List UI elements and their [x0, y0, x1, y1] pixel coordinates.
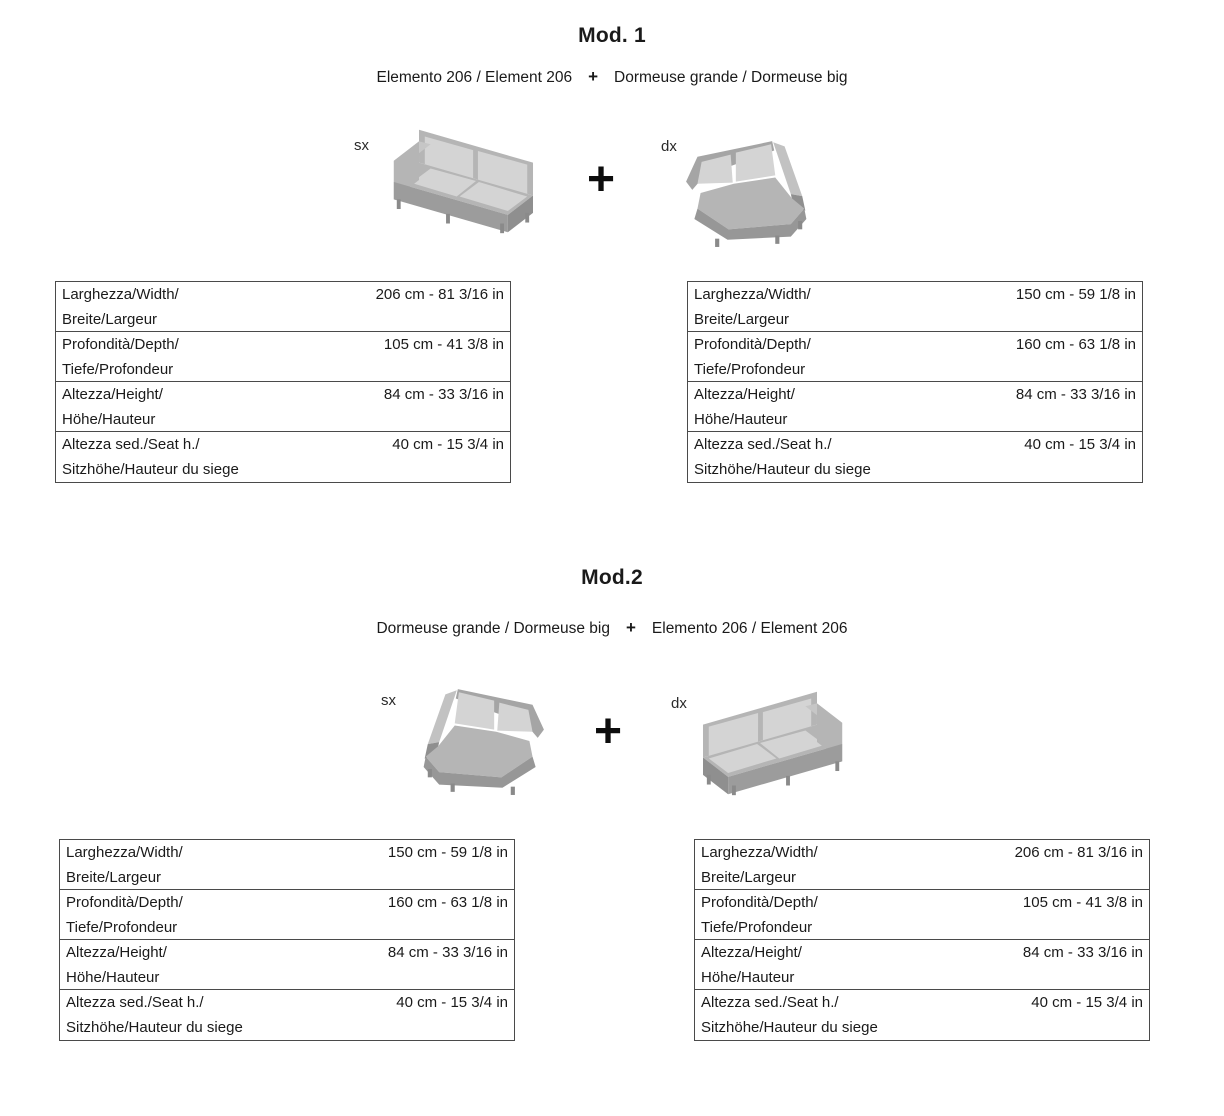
spec-row-depth — [695, 890, 1149, 940]
spec-row-depth — [60, 890, 514, 940]
spec-label-secondary: Tiefe/Profondeur — [694, 360, 806, 378]
spec-row-height — [695, 940, 1149, 990]
spec-value: 206 cm - 81 3/16 in — [1014, 844, 1143, 861]
spec-value: 160 cm - 63 1/8 in — [387, 894, 508, 911]
combo-left-name: Elemento 206 / Element 206 — [376, 69, 573, 86]
module-2-title: Mod.2 — [581, 566, 643, 589]
spec-label-secondary: Höhe/Hauteur — [62, 410, 156, 428]
spec-row-seat-height — [60, 990, 514, 1040]
spec-label-secondary: Höhe/Hauteur — [66, 968, 160, 986]
combo-plus-sign: + — [625, 618, 636, 637]
spec-label-secondary: Höhe/Hauteur — [701, 968, 795, 986]
module-2-plus-icon: + — [593, 705, 623, 758]
module-1-right-spec-table — [687, 281, 1143, 483]
combo-plus-sign: + — [588, 67, 599, 86]
dormeuse-illustration — [406, 684, 546, 796]
spec-label-primary: Larghezza/Width/ — [62, 286, 179, 303]
spec-label-primary: Profondità/Depth/ — [701, 894, 818, 911]
combo-right-name: Dormeuse grande / Dormeuse big — [614, 69, 848, 86]
spec-value: 160 cm - 63 1/8 in — [1015, 336, 1136, 353]
module-1-dx-label: dx — [661, 138, 677, 155]
spec-label-secondary: Sitzhöhe/Hauteur du siege — [694, 460, 871, 478]
spec-label-secondary: Breite/Largeur — [701, 868, 797, 886]
spec-row-width — [695, 840, 1149, 890]
spec-value: 206 cm - 81 3/16 in — [375, 286, 504, 303]
spec-label-primary: Altezza sed./Seat h./ — [694, 436, 832, 453]
module-1-title: Mod. 1 — [578, 24, 646, 47]
spec-row-height — [688, 382, 1142, 432]
spec-value: 84 cm - 33 3/16 in — [383, 386, 504, 403]
spec-label-primary: Altezza/Height/ — [62, 386, 163, 403]
spec-label-primary: Larghezza/Width/ — [701, 844, 818, 861]
spec-label-secondary: Tiefe/Profondeur — [701, 918, 813, 936]
module-2-left-spec-table — [59, 839, 515, 1041]
spec-label-secondary: Breite/Largeur — [66, 868, 162, 886]
spec-label-primary: Altezza/Height/ — [694, 386, 795, 403]
spec-row-height — [56, 382, 510, 432]
module-2-combo — [0, 618, 1224, 638]
spec-row-depth — [688, 332, 1142, 382]
spec-row-width — [688, 282, 1142, 332]
spec-label-primary: Profondità/Depth/ — [66, 894, 183, 911]
combo-left-name: Dormeuse grande / Dormeuse big — [376, 620, 610, 637]
spec-value: 150 cm - 59 1/8 in — [1015, 286, 1136, 303]
spec-row-width — [56, 282, 510, 332]
spec-label-primary: Profondità/Depth/ — [62, 336, 179, 353]
spec-value: 84 cm - 33 3/16 in — [387, 944, 508, 961]
spec-row-seat-height — [695, 990, 1149, 1040]
spec-label-secondary: Sitzhöhe/Hauteur du siege — [701, 1018, 878, 1036]
spec-label-secondary: Sitzhöhe/Hauteur du siege — [62, 460, 239, 478]
spec-row-width — [60, 840, 514, 890]
spec-value: 40 cm - 15 3/4 in — [1031, 994, 1143, 1011]
spec-value: 40 cm - 15 3/4 in — [392, 436, 504, 453]
module-1-plus-icon: + — [586, 153, 616, 206]
spec-value: 84 cm - 33 3/16 in — [1022, 944, 1143, 961]
module-2-dx-label: dx — [671, 695, 687, 712]
spec-label-primary: Larghezza/Width/ — [66, 844, 183, 861]
spec-label-primary: Profondità/Depth/ — [694, 336, 811, 353]
sofa-element-illustration — [694, 686, 854, 800]
spec-label-primary: Altezza/Height/ — [701, 944, 802, 961]
spec-value: 84 cm - 33 3/16 in — [1015, 386, 1136, 403]
spec-value: 40 cm - 15 3/4 in — [396, 994, 508, 1011]
module-1-left-spec-table — [55, 281, 511, 483]
combo-right-name: Elemento 206 / Element 206 — [651, 620, 848, 637]
spec-label-primary: Altezza/Height/ — [66, 944, 167, 961]
module-1-sx-label: sx — [354, 137, 369, 154]
spec-row-height — [60, 940, 514, 990]
spec-row-depth — [56, 332, 510, 382]
spec-label-secondary: Höhe/Hauteur — [694, 410, 788, 428]
sofa-element-illustration — [382, 124, 542, 238]
spec-row-seat-height — [688, 432, 1142, 482]
spec-label-secondary: Breite/Largeur — [694, 310, 790, 328]
spec-value: 105 cm - 41 3/8 in — [1022, 894, 1143, 911]
spec-label-secondary: Breite/Largeur — [62, 310, 158, 328]
module-1-combo — [0, 67, 1224, 87]
spec-label-primary: Altezza sed./Seat h./ — [62, 436, 200, 453]
spec-value: 105 cm - 41 3/8 in — [383, 336, 504, 353]
spec-value: 40 cm - 15 3/4 in — [1024, 436, 1136, 453]
spec-value: 150 cm - 59 1/8 in — [387, 844, 508, 861]
dormeuse-illustration — [684, 136, 824, 248]
module-2-right-spec-table — [694, 839, 1150, 1041]
spec-label-primary: Altezza sed./Seat h./ — [701, 994, 839, 1011]
spec-label-secondary: Sitzhöhe/Hauteur du siege — [66, 1018, 243, 1036]
spec-label-primary: Altezza sed./Seat h./ — [66, 994, 204, 1011]
spec-label-secondary: Tiefe/Profondeur — [66, 918, 178, 936]
spec-row-seat-height — [56, 432, 510, 482]
module-2-sx-label: sx — [381, 692, 396, 709]
spec-label-primary: Larghezza/Width/ — [694, 286, 811, 303]
spec-label-secondary: Tiefe/Profondeur — [62, 360, 174, 378]
